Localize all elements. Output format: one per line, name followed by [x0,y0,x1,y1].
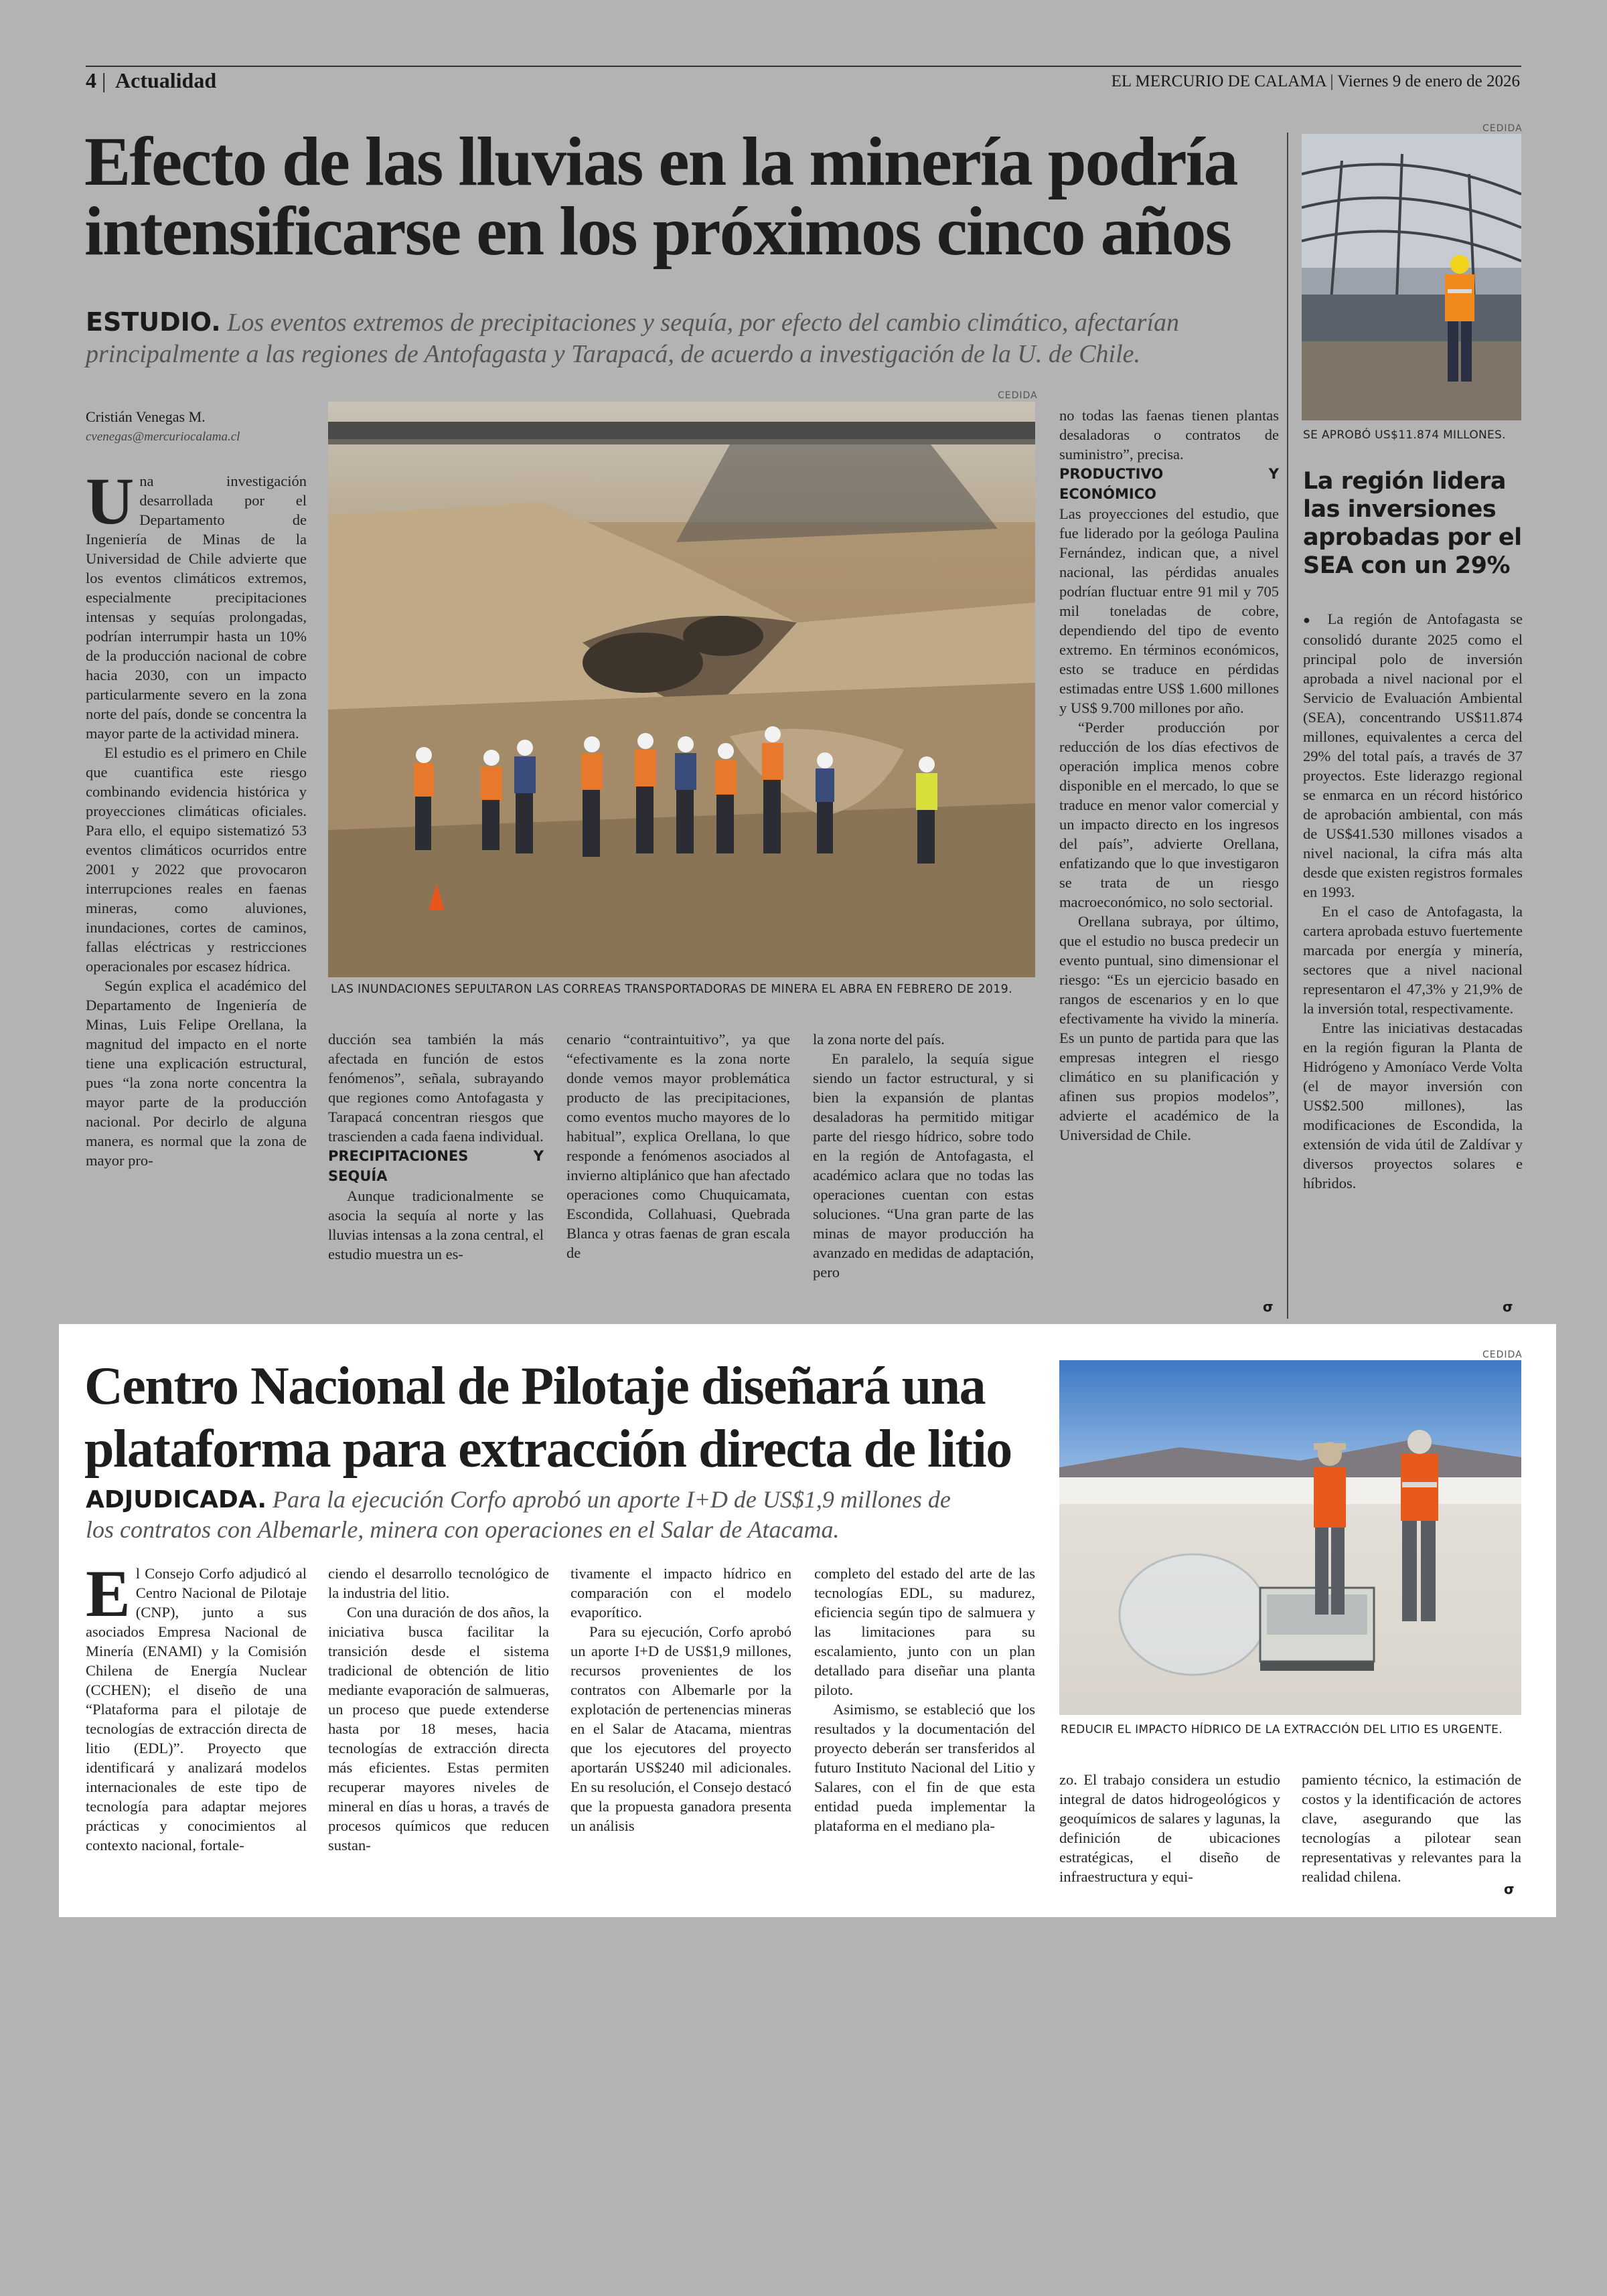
article2-col4-p1: completo del estado del arte de las tecnologías EDL, su madurez, eficiencia según tipo de salmuera y las limitaciones para su escalamiento, junto con un plan detallado para diseñar una planta piloto. [814,1565,1035,1698]
article1-col2-p1: ducción sea también la más afectada en función de estos fenómenos”, señala, subrayando que regiones como Antofagasta y Tarapacá concentran riesgos que trascienden a cada faena individual. [328,1031,544,1145]
article1-column-4 [813,1030,1034,1321]
article2-column-4 [814,1564,1035,1905]
sidebar-divider [1287,133,1288,1319]
sidebar-photo-caption: SE APROBÓ US$11.874 MILLONES. [1303,428,1506,442]
sidebar-body [1303,609,1523,1321]
article2-deck-line2: los contratos con Albemarle, minera con operaciones en el Salar de Atacama. [86,1516,840,1543]
header-separator: | [102,68,106,92]
sidebar-headline-line1: La región lidera [1303,468,1506,495]
sidebar-headline-line3: aprobadas por el [1303,524,1522,551]
masthead-date: EL MERCURIO DE CALAMA | Viernes 9 de enero de 2026 [1111,72,1520,90]
article1-photo-credit: CEDIDA [998,390,1038,401]
article1-headline [84,123,1237,270]
article2-col3-p2: Para su ejecución, Corfo aprobó un aporte I+D de US$1,9 millones, recursos provenientes de los contratos con Albemarle por la explotación de pertenencias mineras en el Salar de Atacama, mientras que los ejecutores del proyecto aportarán US$240 mil adicionales. En su resolución, el Consejo destacó que la propuesta ganadora presenta un análisis [570,1623,791,1834]
article2-kicker: ADJUDICADA. [86,1486,267,1513]
article2-column-1 [86,1564,307,1905]
article1-subhead-precipitaciones: PRECIPITACIONES Y SEQUÍA [328,1148,544,1184]
sidebar-headline-line2: las inversiones [1303,496,1497,523]
solar-plant-worker-photo [1302,134,1521,420]
article2-col1-p1: l Consejo Corfo adjudicó al Centro Nacional de Pilotaje (CNP), junto a sus asociados Empresa Nacional de Minería (ENAMI) y la Comisión Chilena de Energía Nuclear (CCHEN); el diseño de una “Plataforma para el pilotaje de tecnologías de extracción directa de litio (EDL)”. Proyecto que identificará y analizará modelos internacionales de este tipo de tecnología para adaptar mejores prácticas y conocimientos al contexto nacional, fortale- [86,1565,307,1854]
sidebar-p2: En el caso de Antofagasta, la cartera aprobada estuvo fuertemente marcada por energía y minería, sectores que a nivel nacional representaron el 47,3% y 21,9% de la inversión total, respectivamente. [1303,903,1523,1017]
masthead: EL MERCURIO DE CALAMA [1111,72,1326,90]
article1-photo-caption: LAS INUNDACIONES SEPULTARON LAS CORREAS TRANSPORTADORAS DE MINERA EL ABRA EN FEBRERO DE 2019. [331,983,1012,996]
sidebar-photo-credit: CEDIDA [1482,123,1523,134]
sidebar-photo [1302,134,1521,420]
article1-column-3 [566,1030,790,1321]
article1-author: Cristián Venegas M. [86,408,206,425]
article2-col3-p1: tivamente el impacto hídrico en comparación con el modelo evaporítico. [570,1565,791,1621]
article1-col1-p3: Según explica el académico del Departamento de Ingeniería de Minas, Luis Felipe Orellana, la magnitud del impacto en el norte tiene una explicación estructural, pues “la zona norte concentra la mayor parte de la producción nacional. Por decirlo de alguna manera, es normal que la zona de mayor pro- [86,977,307,1169]
article1-col4-p1: la zona norte del país. [813,1031,945,1048]
article2-end-mark: σ [1504,1881,1515,1897]
article2-col4-p2: Asimismo, se estableció que los resultados y la documentación del proyecto deberán ser transferidos al futuro Instituto Nacional del Litio y Salares, con el fin de que esta entidad pueda implementar la plataforma en el mediano pla- [814,1701,1035,1834]
article1-col5-p4: Orellana subraya, por último, que el estudio no busca predecir un evento puntual, sino dimensionar el riesgo: “Es un ejercicio basado en rangos de escenarios y en lo que efectivamente ha vivido la minería. Es un punto de partida para que las empresas integren el riesgo climático en su planificación y afinen sus propios modelos”, advierte el académico de la Universidad de Chile. [1059,913,1279,1143]
article2-col6-p1: pamiento técnico, la estimación de costos y la identificación de actores clave, asegurando que las tecnologías a pilotear sean representativas y relevantes para la realidad chilena. [1302,1771,1521,1885]
article2-photo-credit: CEDIDA [1482,1349,1523,1360]
article1-col4-p2: En paralelo, la sequía sigue siendo un factor estructural, y si bien la expansión de plantas desaladoras ha permitido mitigar parte del riesgo hídrico, sobre todo en la región de Antofagasta, el académico aclara que no todas las operaciones cuentan con estas soluciones. “Una gran parte de las minas de mayor producción ha avanzado en medidas de adaptación, pero [813,1050,1034,1281]
article2-column-3 [570,1564,791,1905]
issue-date: Viernes 9 de enero de 2026 [1337,72,1520,90]
sidebar-end-mark: σ [1503,1299,1513,1315]
article1-deck-line2: principalmente a las regiones de Antofagasta y Tarapacá, de acuerdo a investigación de la U. de Chile. [86,340,1141,368]
article2-col5-p1: zo. El trabajo considera un estudio integral de datos hidrogeológicos y geoquímicos de salares y lagunas, la definición de ubicaciones estratégicas, el diseño de infraestructura y equi- [1059,1771,1280,1885]
article1-photo [328,402,1035,977]
article1-drop-cap: U [86,471,135,538]
article2-headline-line1: Centro Nacional de Pilotaje diseñará una [84,1357,986,1416]
article2-deck [86,1485,951,1545]
article1-subhead-productivo: PRODUCTIVO Y ECONÓMICO [1059,466,1279,502]
article1-column-5 [1059,406,1279,1321]
article2-column-6 [1302,1770,1521,1910]
article2-photo-caption: REDUCIR EL IMPACTO HÍDRICO DE LA EXTRACCIÓN DEL LITIO ES URGENTE. [1061,1723,1503,1736]
section-name: Actualidad [115,68,217,92]
article1-col3-p1: cenario “contraintuitivo”, ya que “efectivamente es la zona norte donde vemos mayor problemática producto de las precipitaciones, como eventos mucho mayores de lo habitual”, explica Orellana, lo que responde a fenómenos asociados al invierno altiplánico que han afectado operaciones como Chuquicamata, Escondida, Collahuasi, Quebrada Blanca y otras faenas de gran escala de [566,1031,790,1261]
article2-column-2 [328,1564,549,1905]
article1-col5-p3: “Perder producción por reducción de los días efectivos de operación implica menos cobre disponible en el mercado, lo que se traduce en menor valor comercial y un impacto directo en los ingresos del país”, advierte Orellana, enfatizando que lo que investigaron se trata de un riesgo macroeconómico, no solo sectorial. [1059,719,1279,910]
article2-col2-p2: Con una duración de dos años, la iniciativa busca facilitar la transición desde el sistema tradicional de obtención de litio mediante evaporación de salmueras, un proceso que puede extenderse hasta por 18 meses, hacia tecnologías de extracción directa más eficientes. Estas permiten recuperar mayores niveles de mineral en días u horas, a través de procesos químicos que reducen sustan- [328,1604,549,1854]
article1-col1-p2: El estudio es el primero en Chile que cuantifica este riesgo combinando evidencia histórica y proyecciones climáticas oficiales. Para ello, el equipo sistematizó 53 eventos climáticos ocurridos entre 2001 y 2022 que provocaron interrupciones reales en faenas mineras, como aluviones, inundaciones, cortes de caminos, fallas eléctricas y restricciones operacionales por escasez hídrica. [86,744,307,975]
mine-flood-photo [328,402,1035,977]
lithium-salar-photo [1059,1360,1521,1715]
article2-drop-cap: E [86,1564,131,1631]
article1-email: cvenegas@mercuriocalama.cl [86,430,240,444]
article2-deck-line1: Para la ejecución Corfo aprobó un aporte I+D de US$1,9 millones de [273,1486,951,1513]
article2-headline [84,1355,1012,1481]
article1-column-1 [86,471,307,1321]
article1-col5-p2: Las proyecciones del estudio, que fue liderado por la geóloga Paulina Fernández, indican que, a nivel nacional, las pérdidas anuales podrían fluctuar entre 91 mil y 705 mil toneladas de cobre, dependiendo del tipo de evento extremo. En términos económicos, esto se traduce en pérdidas estimadas entre US$ 1.600 millones y US$ 9.700 millones por año. [1059,505,1279,716]
article1-end-mark: σ [1263,1299,1274,1315]
page-number: 4 [86,68,96,92]
sidebar-bullet-icon: ● [1303,613,1317,627]
sidebar-headline [1303,467,1524,580]
article2-col2-p1: ciendo el desarrollo tecnológico de la industria del litio. [328,1565,549,1601]
article1-col1-p1: na investigación desarrollada por el Departamento de Ingeniería de Minas de la Universidad de Chile advierte que los eventos climáticos extremos, especialmente precipitaciones intensas y sequías prolongadas, podrían interrumpir hasta un 10% de la producción nacional de cobre hacia 2030, con un impacto particularmente severo en la zona norte del país, donde se concentra la mayor parte de la actividad minera. [86,473,307,742]
article1-deck [86,307,1179,370]
article2-photo [1059,1360,1521,1715]
article1-headline-line2: intensificarse en los próximos cinco años [84,193,1231,270]
article2-headline-line2: plataforma para extracción directa de litio [84,1420,1012,1479]
article1-column-2 [328,1030,544,1321]
sidebar-p3: Entre las iniciativas destacadas en la región figuran la Planta de Hidrógeno y Amoníaco Verde Volta (el de mayor inversión con US$2.500 millones), las modificaciones de Escondida, la extensión de vida útil de Zaldívar y diversos proyectos solares e híbridos. [1303,1019,1523,1192]
article1-col2-p2: Aunque tradicionalmente se asocia la sequía al norte y las lluvias intensas a la zona central, el estudio muestra un es- [328,1187,544,1262]
article2-column-5 [1059,1770,1280,1910]
article1-col5-p1: no todas las faenas tienen plantas desaladoras o contratos de suministro”, precisa. [1059,407,1279,463]
sidebar-headline-line4: SEA con un 29% [1303,552,1511,579]
article1-kicker: ESTUDIO. [86,307,221,337]
sidebar-p1: La región de Antofagasta se consolidó durante 2025 como el principal polo de inversión aprobada a nivel nacional por el Servicio de Evaluación Ambiental (SEA), concentrando US$11.874 millones, equivalentes a cerca del 29% del total país, a través de 37 proyectos. Este liderazgo regional se enmarca en un récord histórico de aprobación ambiental, con más de US$41.530 millones visados a nivel nacional, la cifra más alta desde que existen registros formales en 1993. [1303,610,1523,900]
article1-headline-line1: Efecto de las lluvias en la minería podría [84,123,1237,200]
article1-deck-line1: Los eventos extremos de precipitaciones y sequía, por efecto del cambio climático, afectarían [227,309,1180,337]
